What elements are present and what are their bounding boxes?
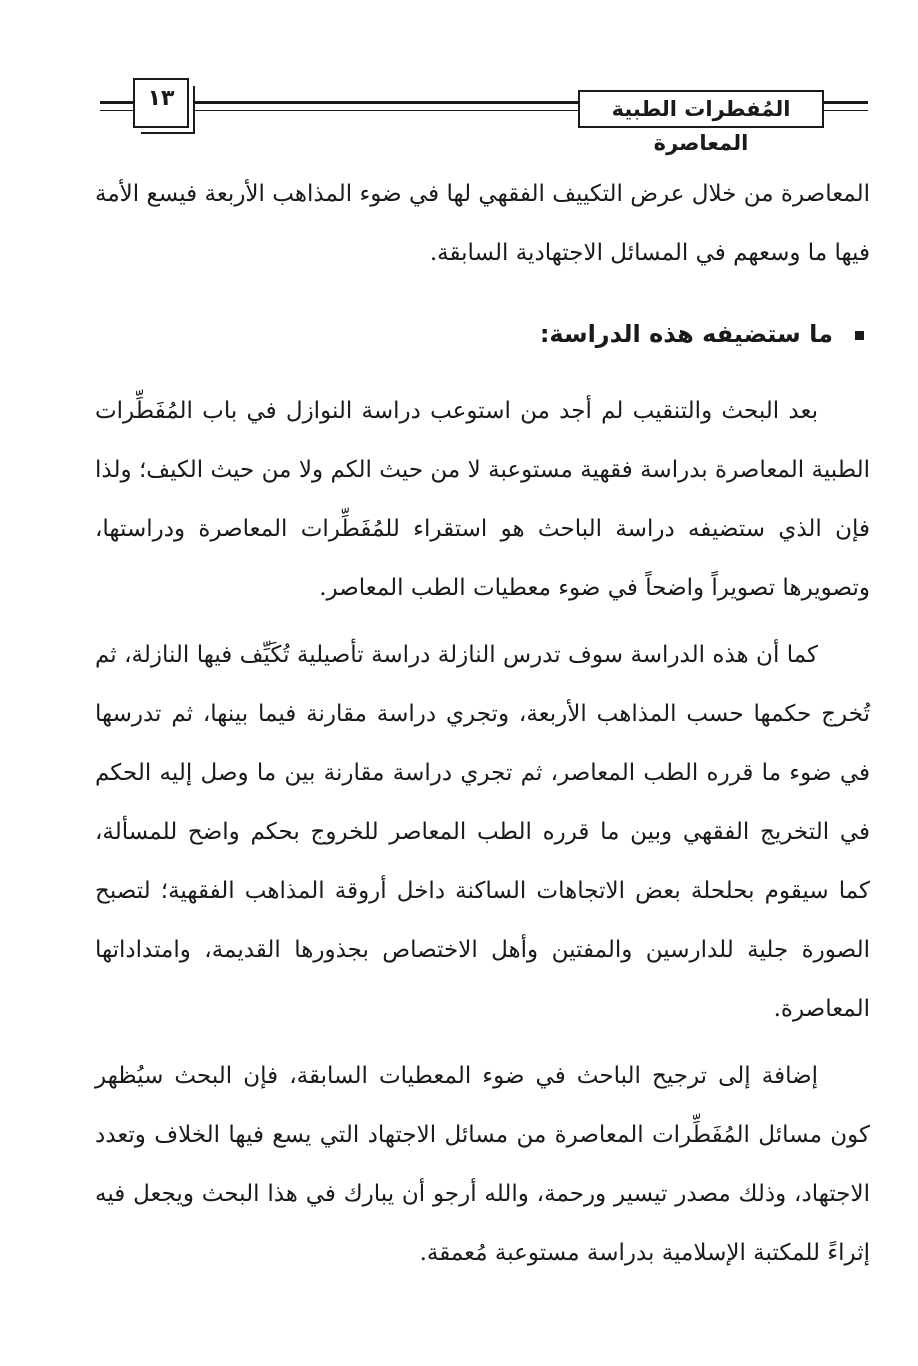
header-rule-right-thin xyxy=(822,110,868,111)
header-rule-middle xyxy=(195,101,580,104)
bullet-icon xyxy=(855,331,864,340)
page-header xyxy=(0,0,918,155)
header-rule-middle-thin xyxy=(195,110,580,111)
header-rule-left-thin xyxy=(100,110,136,111)
paragraph-3: إضافة إلى ترجيح الباحث في ضوء المعطيات السابقة، فإن البحث سيُظهر كون مسائل المُفَطِّرات المعاصرة من مسائل الاجتهاد التي يسع فيها الخلاف وتعدد الاجتهاد، وذلك مصدر تيسير ورحمة، والله أرجو أن يبارك في هذا البحث ويجعل فيه إثراءً للمكتبة الإسلامية بدراسة مستوعبة مُعمقة. xyxy=(95,1063,870,1266)
page-number: ١٣ xyxy=(147,86,175,111)
intro-paragraph: المعاصرة من خلال عرض التكييف الفقهي لها في ضوء المذاهب الأربعة فيسع الأمة فيها ما وسعهم في المسائل الاجتهادية السابقة. xyxy=(95,181,870,266)
header-rule-right xyxy=(822,101,868,104)
section-heading xyxy=(95,305,870,364)
header-rule-left xyxy=(100,101,136,104)
paragraph-1: بعد البحث والتنقيب لم أجد من استوعب دراسة النوازل في باب المُفَطِّرات الطبية المعاصرة بدراسة فقهية مستوعبة لا من حيث الكم ولا من حيث الكيف؛ ولذا فإن الذي ستضيفه دراسة الباحث هو استقراء للمُفَطِّرات المعاصرة ودراستها، وتصويرها تصويراً واضحاً في ضوء معطيات الطب المعاصر. xyxy=(95,398,870,601)
page-content xyxy=(95,165,870,1291)
paragraph-2: كما أن هذه الدراسة سوف تدرس النازلة دراسة تأصيلية تُكَيِّف فيها النازلة، ثم تُخرج حكمها حسب المذاهب الأربعة، وتجري دراسة مقارنة فيما بينها، ثم تدرسها في ضوء ما قرره الطب المعاصر، ثم تجري دراسة مقارنة بين ما وصل إليه الحكم في التخريج الفقهي وبين ما قرره الطب المعاصر للخروج بحكم واضح للمسألة، كما سيقوم بحلحلة بعض الاتجاهات الساكنة داخل أروقة المذاهب الفقهية؛ لتصبح الصورة جلية للدارسين والمفتين وأهل الاختصاص بجذورها القديمة، وامتداداتها المعاصرة. xyxy=(95,642,870,1022)
section-heading-text: ما ستضيفه هذه الدراسة: xyxy=(539,320,833,348)
book-title-box xyxy=(578,90,824,155)
page-number-box xyxy=(133,78,189,128)
book-title: المُفطرات الطبية المعاصرة xyxy=(611,97,791,155)
